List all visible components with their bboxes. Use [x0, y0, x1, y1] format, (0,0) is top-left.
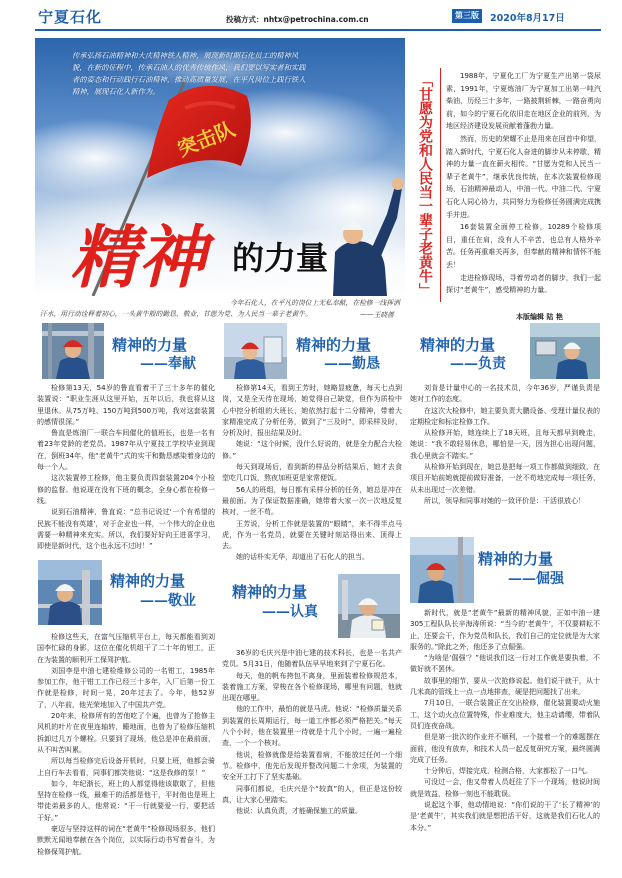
subheading-jingye: ——敬业: [140, 593, 196, 609]
paragraph: 所以，领导和同事对她的一致评价是：干活很放心！: [424, 496, 585, 505]
paragraph: 检修第13天，54岁的鲁直看着干了三十多年的催化装置说：“职业生涯从这里开始，五年以后，我也将从这里退休。从75万吨、150万吨到500万吨，我对这套装置的感情很深。”: [37, 384, 215, 426]
article-fengxian: [37, 383, 215, 557]
lead-paragraph: 16套装置全面停工检修，10289个检修项目，重任在肩，没有人不辛苦，也总有人格外辛苦。任务再重难关再多，但奉献的精神和情怀不能丢！: [446, 223, 601, 269]
paragraph: 同事们都说，毛庆兴是个“较真”的人，但正是这份较真，让大家心里踏实。: [222, 784, 402, 804]
paragraph: 56人的班组，每日都有采样分析的任务，她总是冲在最前面。为了保证数据准确，她带着大家一次一次地反复核对，一丝不苟。: [222, 485, 402, 517]
paragraph: 所以每当检修完后设备开机时，只要上班，他都会骑上自行车去看看，同事们都笑他说：“这是我修的泵！”: [37, 757, 215, 777]
paragraph: 检修这些天，在富气压缩机平台上，每天都能看到刘国李忙碌的身影，这位在催化机组干了二十年的钳工，正在为装置的顺利开工保驾护航。: [37, 633, 215, 664]
paragraph: 刘国李是中油七建检维修公司的一名钳工，1985年参加工作，他干钳工工作已经三十多年，入厂后第一份工作就是检修，时间一晃，20年过去了。今年，他52岁了，八年前，他光荣地加入了中国共产党。: [37, 666, 215, 709]
masthead-brand: 宁夏石化: [38, 8, 103, 26]
page-editor: 本版编辑 陆 艳: [516, 313, 563, 321]
paragraph: 她说：“这个时候，没什么好说的，就是全力配合大检修。”: [222, 440, 402, 460]
feature-caption: 今年石化人，在平凡的岗位上无私奉献，在检修一线挥洒汗水，用行动诠释着初心，一头黄牛般的勤恳、敬业，甘愿为党、为人民当一辈子老黄牛。: [40, 299, 400, 318]
lead-paragraph: 然而，历史的荣耀不止是用来在回首中仰望，踏入新时代，宁夏石化人奋进的脚步从未停歇，精神的力量一直在薪火相传。“甘愿为党和人民当一辈子老黄牛”，继承优良传统，在本次装置检修现场，石油精神最动人，中油一代、中油二代、宁夏石化人同心协力，共同努力为检修任务圆满完成携手并进。: [446, 134, 601, 219]
paragraph: 新时代，就是“老黄牛”最新的精神风貌，正如中油一建305工程队队长辛海涛所说：“当今的‘老黄牛’，不仅要耕耘不止，还要会干，作为党员和队长，我们自己的定位就是为大家服务的。”除此之外，他还多了点倔强。: [410, 609, 600, 651]
feature-title-spirit: 精神: [70, 218, 207, 298]
paragraph: 十分钟后，焊接完成，检测合格，大家都松了一口气。: [424, 767, 592, 776]
lead-article: [446, 70, 601, 304]
paragraph: 刘肯是计量中心的一名技术员，今年36岁，严谨负责是她对工作的态度。: [410, 384, 600, 404]
paragraph: 检修第14天，看到王芳时，她略显疲惫，每天七点到岗，又是全天待在现场，她觉得自己缺觉，但作为质检中心中控分析组的大班长，她依然打起十二分精神，带着大家精准完成了分析任务，做到了“三及时”，即采样及时，分析及时，报出结果及时。: [222, 384, 402, 438]
paragraph: 每天到现场后，看到新的样品分析结果后，她才去食堂吃几口饭，熬夜加班更是家常便饭。: [222, 463, 402, 483]
paragraph: 在这次大检修中，她主要负责大鹏设备、受理计量仪表的定期检定和标定检修工作。: [410, 406, 600, 426]
paragraph: “为啥是‘倔强’？”他说我们这一行对工作就是要执着，不做好就不罢休。: [410, 654, 600, 674]
paragraph: 说起这个事，他动情地说：“你们说的干了‘长了精神’的是‘老黄牛’，其实我们就是想把活干好，这就是我们石化人的本分。”: [410, 801, 600, 832]
heading-renzhen: 精神的力量: [232, 583, 308, 601]
article-jingye: [37, 632, 215, 872]
feature-title-power: 的力量: [232, 239, 329, 277]
subheading-fuze: ——负责: [450, 356, 506, 372]
paragraph: 他说，检修就像是给装置看病，不能放过任何一个细节。检修中，他先后发现并整改问题二十余项，为装置的安全开工打下了坚实基础。: [222, 750, 402, 782]
paragraph: 36岁的毛庆兴是中油七建的技术科长，也是一名共产党员。5月31日，他随着队伍早早地来到了宁夏石化。: [222, 649, 402, 669]
photo-fuze: [530, 323, 600, 379]
flag-lettering: 突击队: [173, 116, 239, 162]
paragraph: 20年来，检修所有的苦他吃了个遍，也曾为了抢修主风机的叶片在夜里连轴转，睡地面，也曾为了检修压缩机拆卸过几万个螺栓。只要到了现场，他总是冲在最前面，从不叫苦叫累。: [37, 712, 215, 754]
subheading-renzhen: ——认真: [262, 604, 318, 620]
paragraph: 7月10日，一联合装置正在交出检修，催化装置要动火施工，这个动火点位置特殊，作业难度大，他主动请缨，带着队员们连夜奋战。: [410, 699, 600, 730]
article-fuze: [410, 383, 600, 533]
photo-juejiang: [410, 537, 474, 603]
subheading-fengxian: ——奉献: [140, 356, 196, 372]
heading-fengxian: 精神的力量: [112, 336, 188, 354]
vertical-headline: 「甘愿为党和人民当一辈子老黄牛」: [410, 68, 441, 302]
paragraph: 王芳说，分析工作就是装置的“眼睛”，来不得半点马虎，作为一名党员，就要在关键时刻站得出来、顶得上去。: [222, 519, 402, 551]
edition-badge: 第三版: [452, 9, 482, 23]
lead-paragraph: 走进检修现场，寻着劳动者的脚步，我们一起探讨“老黄牛”，感受精神的力量。: [446, 273, 601, 295]
paragraph: 如今，年纪渐长，班上的人都觉得他该歇歇了，但他坚持在检修一线，最难干的活都是他干，平时他也是班上带徒弟最多的人，他常说：“干一行就要爱一行，要把活干好。”: [37, 779, 215, 822]
article-qinken: [222, 383, 402, 571]
article-renzhen: [222, 648, 402, 872]
caption-author: ——王晓蔷: [360, 311, 394, 319]
paragraph: 可没过一会，他又带着人员赶往了下一个现场，他说时间就是效益，检修一刻也不能耽误。: [410, 778, 600, 798]
heading-fuze: 精神的力量: [420, 336, 496, 354]
photo-jingye: [38, 560, 102, 625]
subheading-juejiang: ——倔强: [508, 571, 564, 587]
paragraph: 她的话朴实无华，却道出了石化人的担当。: [236, 553, 369, 562]
paragraph: 但是第一批次的作业并不顺利，一个接着一个的难题摆在面前，他没有放弃，和技术人员一起反复研究方案，最终圆满完成了任务。: [410, 733, 600, 764]
paragraph: 从检修开始到现在，她总是把每一项工作都做到细致，在项目开始前她就提前做好准备，一丝不苟地完成每一项任务，从未出现过一次差错。: [410, 463, 600, 494]
heading-juejiang: 精神的力量: [478, 550, 554, 568]
lead-paragraph: 1988年，宁夏化工厂为宁夏生产出第一袋尿素，1991年，宁夏炼油厂为宁夏加工出第一吨汽柴油，历经三十多年，一路披荆斩棘，一路奋勇向前，如今的宁夏石化依旧走在地区企业的前列，为地区经济建设发展贡献着蓬勃力量。: [446, 72, 601, 131]
paragraph: 说到石油精神，鲁直说：“总书记说过‘一个有希望的民族不能没有英雄’，对于企业也一样，一个伟大的企业也需要一种精神来充实。所以，我们要好好向王进喜学习，即使是新时代，这个也永远不过时！”: [37, 508, 215, 551]
heading-jingye: 精神的力量: [110, 572, 186, 590]
issue-date: 2020年8月17日: [490, 13, 565, 24]
photo-renzhen: [338, 574, 400, 638]
paragraph: 他的工作中，最怕的就是马虎。他说：“检修质量关系到装置的长周期运行，每一道工序都必须严格把关。”每天八个小时，他在装置里一待就是十几个小时，一遍一遍检查，一个一个核对。: [222, 705, 402, 748]
paragraph: 故事里的细节，要从一次抢修说起。他们说干就干，从十几米高的管线上一点一点地排查，硬是把问题找了出来。: [410, 676, 600, 697]
paragraph: 他说：认真负责，才能确保施工的质量。: [236, 807, 362, 816]
article-juejiang: [410, 608, 600, 872]
paragraph: 豪迈与坚持这样的词在“老黄牛”检修现场很多，他们默默无闻地奉献在各个岗位，以实际行动书写着奋斗，为检修保驾护航。: [37, 825, 215, 856]
paragraph: 鲁直是炼油厂一联合车间催化的值班长，也是一名有着23年党龄的老党员。1987年从宁夏技工学校毕业到现在，倒班34年，他“老黄牛”式的实干和勤恳感染着身边的每一个人。: [37, 429, 215, 472]
heading-qinken: 精神的力量: [296, 336, 372, 354]
photo-fengxian: [42, 323, 104, 379]
paragraph: 从检修开始，她连续上了18天班，且每天都早到晚走，她说：“我不敢轻易休息，哪怕是一天，因为担心出现问题，我心里就会不踏实。”: [410, 429, 600, 460]
submission-contact: 投稿方式：nhtx@petrochina.com.cn: [226, 15, 369, 24]
feature-intro: 传承弘扬石油精神和大庆精神铁人精神，展现新时期石化员工的精神风貌，在新的征程中，传承石油人的优秀传统作风，我们要以写实者和实践者的姿态和行动践行石油精神，推动高质量发展，在平凡岗位上践行铁人精神，展现石化人新作为。: [72, 51, 306, 96]
photo-qinken: [224, 323, 287, 379]
paragraph: 这次装置停工检修，他主要负责四套装置204个小检修的监督。他说现在没有下班的概念，全身心都在检修一线。: [37, 474, 215, 505]
header-rule: [35, 29, 601, 31]
subheading-qinken: ——勤恳: [324, 356, 380, 372]
paragraph: 每天，他的帆布挎包不离身，里面装着检修规范本，装着施工方案，穿梭在各个检修现场，哪里有问题，他就出现在哪里。: [222, 671, 402, 703]
